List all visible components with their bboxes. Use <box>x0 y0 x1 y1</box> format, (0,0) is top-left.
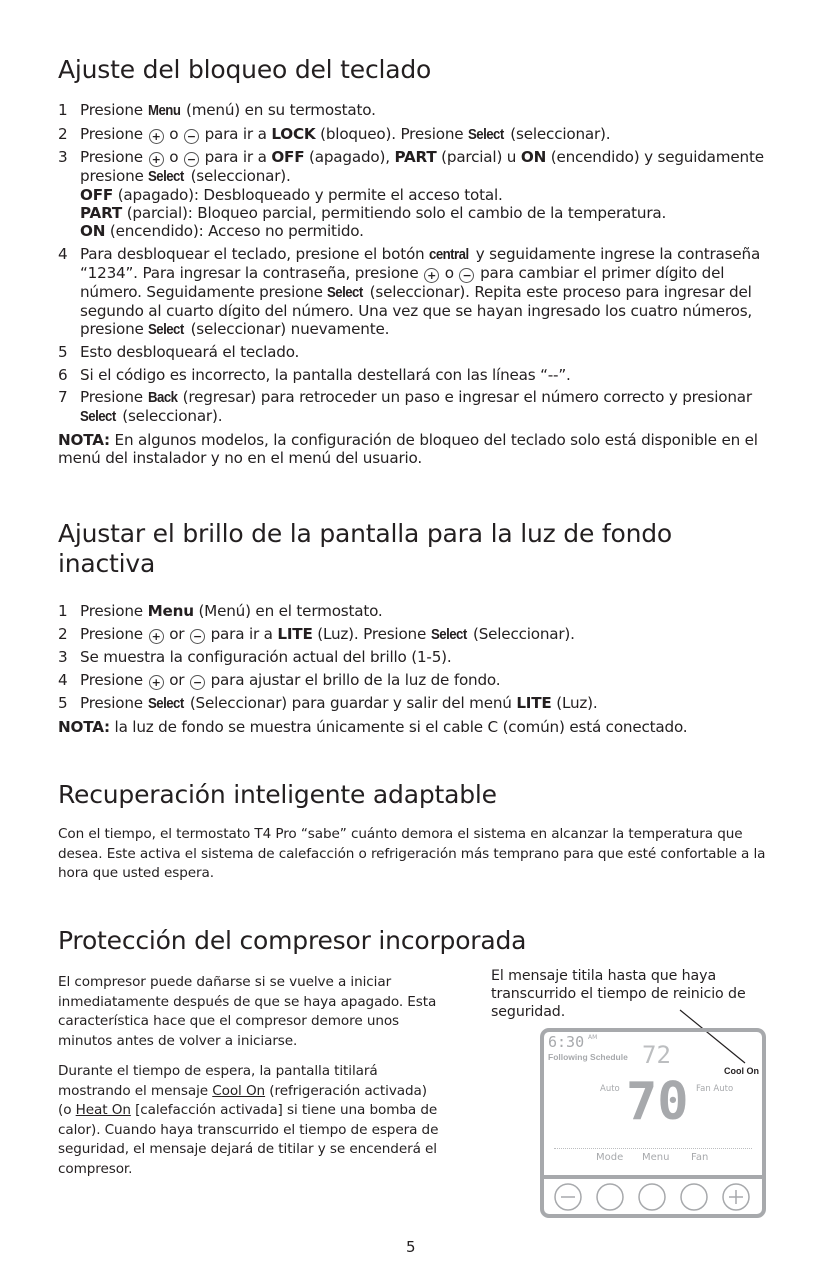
text: Presione <box>80 602 148 620</box>
text: (seleccionar). <box>185 167 291 185</box>
emphasis: ON <box>520 148 547 166</box>
text: (parcial): Bloqueo parcial, permitiendo solo el cambio de la temperatura. <box>122 204 667 222</box>
plus-button-icon: + <box>149 629 164 644</box>
thermo-fan-label: Fan <box>691 1152 709 1163</box>
thermo-temp: 70 <box>626 1072 689 1132</box>
thermo-status: Cool On <box>724 1066 759 1076</box>
emphasis: Menu <box>147 102 180 119</box>
text: Presione <box>80 148 148 166</box>
emphasis: Select <box>327 283 364 301</box>
thermo-bezel <box>540 1175 766 1179</box>
plus-button-icon: + <box>149 675 164 690</box>
text: Presione <box>80 101 148 119</box>
step-number: 3 <box>58 148 68 166</box>
callout-text: El mensaje titila hasta que haya transcurrido el tiempo de reinicio de seguridad. <box>491 968 746 1020</box>
thermo-schedule: Following Schedule <box>548 1052 628 1062</box>
thermo-time: 6:30 <box>548 1033 585 1051</box>
step-number: 5 <box>58 694 68 712</box>
text: (Seleccionar) para guardar y salir del menú <box>185 694 517 712</box>
text: (encendido): Acceso no permitido. <box>105 222 364 240</box>
text: (seleccionar). <box>117 407 223 425</box>
text: (seleccionar) nuevamente. <box>185 319 390 338</box>
text: Presione <box>80 694 148 712</box>
text: o <box>164 124 183 143</box>
text: Para desbloquear el teclado, presione el botón <box>80 244 430 263</box>
thermostat-illustration <box>540 1028 766 1218</box>
thermo-mode: Auto <box>600 1084 620 1094</box>
text: Se muestra la configuración actual del brillo (1-5). <box>80 648 452 666</box>
text: para ajustar el brillo de la luz de fondo. <box>205 670 501 689</box>
text: (apagado), <box>304 148 395 166</box>
text: Esto desbloqueará el teclado. <box>80 343 300 361</box>
text: or <box>164 670 189 689</box>
text: o <box>440 263 459 282</box>
step-number: 4 <box>58 670 68 689</box>
thermo-setpoint: 72 <box>642 1041 671 1069</box>
emphasis: LITE <box>277 624 313 643</box>
step-number: 7 <box>58 388 68 406</box>
emphasis: PART <box>80 204 123 222</box>
emphasis: NOTA: <box>58 717 110 736</box>
minus-button-icon: − <box>459 268 474 283</box>
plus-button-icon: + <box>424 268 439 283</box>
text: para ir a <box>199 148 272 166</box>
thermo-fan: Fan Auto <box>696 1084 734 1094</box>
step-number: 1 <box>58 101 68 119</box>
emphasis: LOCK <box>271 124 316 143</box>
text: Presione <box>80 624 148 643</box>
text: Presione <box>80 388 148 406</box>
text: Durante el tiempo de espera, la pantalla titilará mostrando el mensaje <box>58 1063 378 1099</box>
text: para ir a <box>205 624 278 643</box>
text: (bloqueo). Presione <box>315 124 469 143</box>
step-number: 4 <box>58 244 68 263</box>
underlined-term: Cool On <box>212 1082 266 1099</box>
emphasis: Menu <box>147 602 194 620</box>
emphasis: Select <box>148 320 185 338</box>
minus-button-icon: − <box>190 629 205 644</box>
text: o <box>164 148 183 166</box>
step-number: 2 <box>58 124 68 143</box>
step-number: 1 <box>58 602 68 620</box>
minus-button-icon: − <box>184 129 199 144</box>
plus-button-icon: + <box>149 152 164 167</box>
text: (Seleccionar). <box>468 624 575 643</box>
minus-button-icon: − <box>184 152 199 167</box>
plus-button-icon: + <box>149 129 164 144</box>
text: (refrigeración activada) (o <box>58 1082 427 1118</box>
emphasis: Select <box>430 625 467 643</box>
heading-adaptive-recovery: Recuperación inteligente adaptable <box>58 780 497 809</box>
emphasis: ON <box>80 222 106 240</box>
text: para cambiar el primer dígito del número. Seguidamente presione <box>80 263 725 301</box>
emphasis: NOTA: <box>58 430 110 449</box>
text: En algunos modelos, la configuración de bloqueo del teclado solo está disponible en el menú del instalador y no en el menú del usuario. <box>58 430 758 467</box>
emphasis: Select <box>148 168 185 185</box>
text: (seleccionar). Repita este proceso para ingresar del segundo al cuarto dígito del número. Una vez que se hayan ingresado los cuatro números, presione <box>80 282 753 338</box>
text: (apagado): Desbloqueado y permite el acceso total. <box>113 186 503 204</box>
text: (encendido) y seguidamente presione <box>80 148 764 185</box>
emphasis: central <box>429 245 469 263</box>
emphasis: OFF <box>271 148 305 166</box>
heading-compressor: Protección del compresor incorporada <box>58 926 527 955</box>
step-number: 3 <box>58 648 68 666</box>
text: (Luz). Presione <box>312 624 431 643</box>
text: la luz de fondo se muestra únicamente si el cable C (común) está conectado. <box>109 717 688 736</box>
text: Si el código es incorrecto, la pantalla destellará con las líneas “--”. <box>80 365 571 384</box>
heading-keypad-lock: Ajuste del bloqueo del teclado <box>58 55 432 84</box>
minus-button-icon: − <box>190 675 205 690</box>
text: or <box>164 624 189 643</box>
text: (menú) en su termostato. <box>181 101 376 119</box>
emphasis: Back <box>147 389 178 406</box>
text: (regresar) para retroceder un paso e ingresar el número correcto y presionar <box>178 388 752 406</box>
step-number: 6 <box>58 365 68 384</box>
text: (parcial) u <box>436 148 521 166</box>
thermo-divider <box>554 1148 752 1149</box>
text: (seleccionar). <box>505 124 611 143</box>
emphasis: PART <box>394 148 437 166</box>
step-number: 5 <box>58 343 68 361</box>
emphasis: Select <box>80 408 116 425</box>
thermo-ampm: AM <box>588 1034 598 1041</box>
emphasis: OFF <box>80 186 114 204</box>
emphasis: Select <box>468 125 504 143</box>
thermo-buttons <box>544 1182 762 1214</box>
text: Presione <box>80 670 148 689</box>
text: Presione <box>80 124 148 143</box>
text: Con el tiempo, el termostato T4 Pro “sabe” cuánto demora el sistema en alcanzar la temperatura que desea. Este activa el sistema de calefacción o refrigeración más temprano para que esté confortable a la hora que usted espera. <box>58 826 766 881</box>
emphasis: Select <box>147 695 184 712</box>
underlined-term: Heat On <box>75 1102 131 1118</box>
text: (Luz). <box>551 694 598 712</box>
thermo-menu-label: Menu <box>642 1152 670 1163</box>
emphasis: LITE <box>516 694 552 712</box>
text: (Menú) en el termostato. <box>193 602 383 620</box>
text: para ir a <box>199 124 272 143</box>
text: [calefacción activada] si tiene una bomba de calor). Cuando haya transcurrido el tiempo de espera de seguridad, el mensaje dejará de titilar y se encenderá el compresor. <box>58 1102 439 1177</box>
text: El compresor puede dañarse si se vuelve a iniciar inmediatamente después de que se haya apagado. Esta característica hace que el compresor demore unos minutos antes de volver a iniciarse. <box>58 974 437 1049</box>
thermo-mode-label: Mode <box>596 1152 624 1163</box>
page-number: 5 <box>406 1238 416 1256</box>
heading-backlight: Ajustar el brillo de la pantalla para la luz de fondo inactiva <box>58 519 672 578</box>
text: y seguidamente ingrese la contraseña “1234”. Para ingresar la contraseña, presione <box>80 244 761 282</box>
step-number: 2 <box>58 624 68 643</box>
